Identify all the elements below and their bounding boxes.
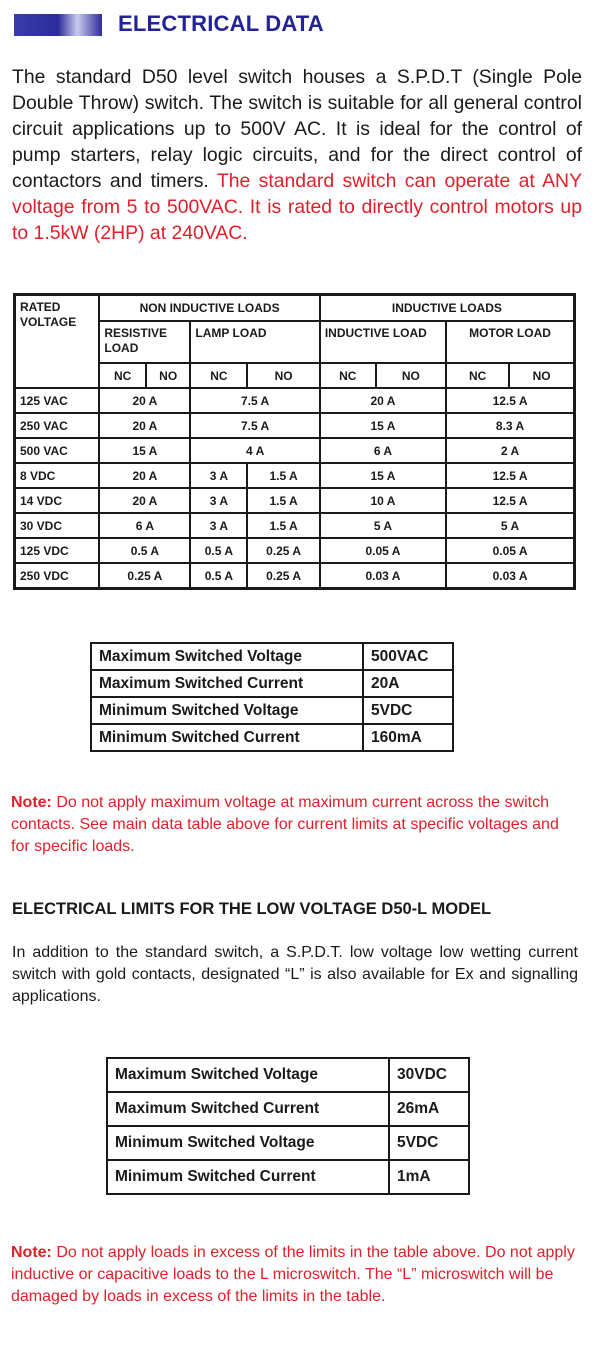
motor-cell: 12.5 A bbox=[446, 463, 574, 488]
table-row bbox=[15, 563, 575, 589]
table-row bbox=[91, 670, 453, 697]
lamp-no-cell: 1.5 A bbox=[247, 463, 319, 488]
limit-value: 20A bbox=[363, 670, 453, 697]
resistive-cell: 15 A bbox=[99, 438, 190, 463]
resistive-cell: 6 A bbox=[99, 513, 190, 538]
table-row bbox=[107, 1058, 469, 1092]
resistive-cell: 20 A bbox=[99, 463, 190, 488]
motor-cell: 8.3 A bbox=[446, 413, 574, 438]
lamp-nc-cell: 3 A bbox=[190, 463, 247, 488]
note-text: Do not apply loads in excess of the limits in the table above. Do not apply inductive or capacitive loads to the L microswitch. The “L” microswitch will be damaged by loads in excess of the limits in the table. bbox=[11, 1244, 575, 1305]
voltage-cell: 14 VDC bbox=[15, 488, 100, 513]
limit-label: Maximum Switched Current bbox=[107, 1092, 389, 1126]
table-row bbox=[15, 388, 575, 413]
resistive-cell: 20 A bbox=[99, 413, 190, 438]
limit-label: Minimum Switched Current bbox=[91, 724, 363, 751]
motor-cell: 0.03 A bbox=[446, 563, 574, 589]
note-low-voltage bbox=[11, 1242, 581, 1308]
intro-text: The standard D50 level switch houses a S.P.D.T (Single Pole Double Throw) switch. The switch is suitable for all general control circuit applications up to 500V AC. It is ideal for the control of pump starters, relay logic circuits, and for the direct control of contactors and timers. bbox=[12, 66, 582, 192]
inductive-cell: 20 A bbox=[320, 388, 446, 413]
intro-highlight-text: The standard switch can operate at ANY voltage from 5 to 500VAC. It is rated to directly control motors up to 1.5kW (2HP) at 240VAC. bbox=[12, 170, 582, 244]
lamp-no-cell: 1.5 A bbox=[247, 488, 319, 513]
table-row bbox=[91, 724, 453, 751]
intro-paragraph bbox=[12, 64, 582, 246]
limit-value: 500VAC bbox=[363, 643, 453, 670]
limit-value: 26mA bbox=[389, 1092, 469, 1126]
table-row bbox=[15, 513, 575, 538]
lamp-no-cell: 0.25 A bbox=[247, 563, 319, 589]
lamp-nc-cell: 3 A bbox=[190, 488, 247, 513]
voltage-cell: 250 VDC bbox=[15, 563, 100, 589]
no-header: NO bbox=[247, 363, 319, 388]
table-row bbox=[15, 463, 575, 488]
limit-label: Minimum Switched Voltage bbox=[107, 1126, 389, 1160]
table-row bbox=[15, 438, 575, 463]
table-row bbox=[107, 1092, 469, 1126]
motor-cell: 12.5 A bbox=[446, 388, 574, 413]
motor-cell: 0.05 A bbox=[446, 538, 574, 563]
table-row bbox=[15, 538, 575, 563]
limit-label: Maximum Switched Voltage bbox=[107, 1058, 389, 1092]
inductive-cell: 0.05 A bbox=[320, 538, 446, 563]
table-row bbox=[107, 1160, 469, 1194]
limit-label: Minimum Switched Voltage bbox=[91, 697, 363, 724]
limit-value: 5VDC bbox=[363, 697, 453, 724]
inductive-cell: 6 A bbox=[320, 438, 446, 463]
lamp-nc-cell: 0.5 A bbox=[190, 538, 247, 563]
nc-header: NC bbox=[190, 363, 247, 388]
resistive-cell: 20 A bbox=[99, 488, 190, 513]
no-header: NO bbox=[146, 363, 191, 388]
no-header: NO bbox=[509, 363, 574, 388]
note-label: Note: bbox=[11, 1244, 52, 1261]
rated-voltage-header: RATED VOLTAGE bbox=[15, 295, 100, 389]
voltage-cell: 125 VDC bbox=[15, 538, 100, 563]
voltage-cell: 125 VAC bbox=[15, 388, 100, 413]
nc-header: NC bbox=[320, 363, 376, 388]
motor-cell: 12.5 A bbox=[446, 488, 574, 513]
inductive-cell: 15 A bbox=[320, 463, 446, 488]
voltage-cell: 30 VDC bbox=[15, 513, 100, 538]
resistive-cell: 0.25 A bbox=[99, 563, 190, 589]
inductive-cell: 5 A bbox=[320, 513, 446, 538]
low-voltage-heading: ELECTRICAL LIMITS FOR THE LOW VOLTAGE D50-L MODEL bbox=[12, 900, 492, 918]
table-row bbox=[15, 413, 575, 438]
table-row bbox=[91, 697, 453, 724]
limit-value: 1mA bbox=[389, 1160, 469, 1194]
section-header bbox=[10, 10, 570, 38]
table-row bbox=[107, 1126, 469, 1160]
limit-label: Minimum Switched Current bbox=[107, 1160, 389, 1194]
low-voltage-paragraph: In addition to the standard switch, a S.P.D.T. low voltage low wetting current switch with gold contacts, designated “L” is also available for Ex and signalling applications. bbox=[12, 944, 578, 1005]
lamp-nc-cell: 3 A bbox=[190, 513, 247, 538]
resistive-cell: 20 A bbox=[99, 388, 190, 413]
resistive-cell: 0.5 A bbox=[99, 538, 190, 563]
note-label: Note: bbox=[11, 794, 52, 811]
limit-label: Maximum Switched Voltage bbox=[91, 643, 363, 670]
nc-header: NC bbox=[446, 363, 509, 388]
voltage-cell: 500 VAC bbox=[15, 438, 100, 463]
motor-cell: 5 A bbox=[446, 513, 574, 538]
lamp-cell: 7.5 A bbox=[190, 388, 319, 413]
inductive-load-header: INDUCTIVE LOAD bbox=[320, 321, 446, 363]
lamp-cell: 4 A bbox=[190, 438, 319, 463]
table-row bbox=[91, 643, 453, 670]
lamp-nc-cell: 0.5 A bbox=[190, 563, 247, 589]
limit-value: 160mA bbox=[363, 724, 453, 751]
motor-cell: 2 A bbox=[446, 438, 574, 463]
lamp-no-cell: 0.25 A bbox=[247, 538, 319, 563]
resistive-load-header: RESISTIVE LOAD bbox=[99, 321, 190, 363]
no-header: NO bbox=[376, 363, 446, 388]
inductive-cell: 0.03 A bbox=[320, 563, 446, 589]
load-ratings-table bbox=[13, 293, 576, 590]
page-title: ELECTRICAL DATA bbox=[118, 11, 324, 36]
lamp-cell: 7.5 A bbox=[190, 413, 319, 438]
note-text: Do not apply maximum voltage at maximum current across the switch contacts. See main data table above for current limits at specific voltages and for specific loads. bbox=[11, 794, 559, 855]
table-row bbox=[15, 488, 575, 513]
limit-value: 30VDC bbox=[389, 1058, 469, 1092]
voltage-cell: 8 VDC bbox=[15, 463, 100, 488]
header-decoration-bar bbox=[14, 14, 102, 36]
inductive-cell: 10 A bbox=[320, 488, 446, 513]
inductive-header: INDUCTIVE LOADS bbox=[320, 295, 575, 322]
lamp-load-header: LAMP LOAD bbox=[190, 321, 319, 363]
note-standard bbox=[11, 792, 581, 858]
inductive-cell: 15 A bbox=[320, 413, 446, 438]
standard-limits-table bbox=[90, 642, 454, 752]
motor-load-header: MOTOR LOAD bbox=[446, 321, 574, 363]
limit-label: Maximum Switched Current bbox=[91, 670, 363, 697]
lamp-no-cell: 1.5 A bbox=[247, 513, 319, 538]
voltage-cell: 250 VAC bbox=[15, 413, 100, 438]
nc-header: NC bbox=[99, 363, 146, 388]
low-voltage-limits-table bbox=[106, 1057, 470, 1195]
limit-value: 5VDC bbox=[389, 1126, 469, 1160]
non-inductive-header: NON INDUCTIVE LOADS bbox=[99, 295, 319, 322]
